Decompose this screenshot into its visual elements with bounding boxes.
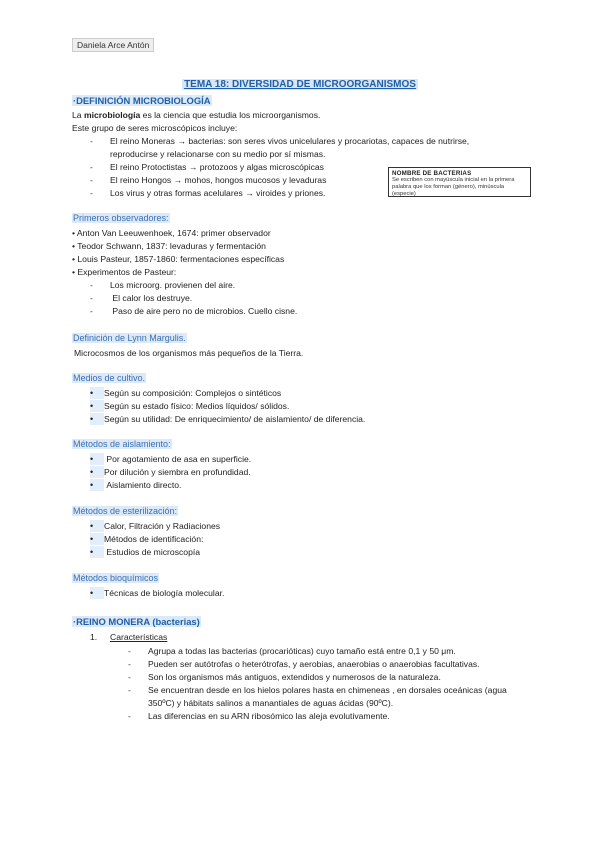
list-item: - Son los organismos más antiguos, extendidos y numerosos de la naturaleza. — [128, 672, 441, 682]
list-item: • Por agotamiento de asa en superficie. — [90, 454, 252, 464]
page-title — [0, 74, 600, 92]
list-item: - El calor los destruye. — [90, 293, 193, 303]
heading-primeros-observadores: Primeros observadores: — [73, 213, 169, 223]
list-item: - Los microorg. provienen del aire. — [90, 280, 236, 290]
list-item: • Estudios de microscopía — [90, 547, 201, 557]
list-item: - El reino Protoctistas → protozoos y algas microscópicas — [90, 162, 324, 172]
list-item-continuation: reproducirse y relacionarse con su medio por sí mismas. — [110, 149, 326, 159]
list-item: • Aislamiento directo. — [90, 480, 182, 490]
list-item: - Las diferencias en su ARN ribosómico las aleja evolutivamente. — [128, 711, 390, 721]
list-item: - El reino Hongos → mohos, hongos mucosos y levaduras — [90, 175, 327, 185]
list-item: • Según su utilidad: De enriquecimiento/ de aislamiento/ de diferencia. — [90, 414, 366, 424]
section-heading-microbiologia: ·DEFINICIÓN MICROBIOLOGÍA — [73, 95, 211, 106]
page-title-text: TEMA 18: DIVERSIDAD DE MICROORGANISMOS — [184, 79, 416, 90]
margulis-definition: Microcosmos de los organismos más pequeños de la Tierra. — [74, 348, 304, 358]
numbered-heading: 1. Características — [90, 632, 168, 642]
list-item: • Técnicas de biología molecular. — [90, 588, 225, 598]
list-item: • Experimentos de Pasteur: — [72, 267, 177, 277]
list-item: - Los virus y otras formas acelulares → viroides y priones. — [90, 188, 326, 198]
list-item: - Se encuentran desde en los hielos polares hasta en chimeneas , en dorsales oceánicas (agua — [128, 685, 507, 695]
heading-metodos-bioquimicos: Métodos bioquímicos — [73, 573, 159, 583]
intro-paragraph-2: Este grupo de seres microscópicos incluye: — [72, 123, 238, 133]
heading-metodos-aislamiento: Métodos de aislamiento: — [73, 439, 171, 449]
list-item-continuation: 350ºC) y hábitats salinos a manantiales de aguas ácidas (90ºC). — [148, 698, 394, 708]
list-item: - Agrupa a todas las bacterias (procarióticas) cuyo tamaño está entre 0,1 y 50 μm. — [128, 646, 456, 656]
list-item: • Anton Van Leeuwenhoek, 1674: primer observador — [72, 228, 271, 238]
list-item: • Louis Pasteur, 1857-1860: fermentaciones específicas — [72, 254, 285, 264]
list-item: • Teodor Schwann, 1837: levaduras y fermentación — [72, 241, 266, 251]
section-heading-reino-monera: ·REINO MONERA (bacterias) — [73, 616, 200, 627]
note-text: Se escriben con mayúscula inicial en la primera palabra que los forman (género), minúscula (especie) — [392, 177, 515, 197]
note-title: NOMBRE DE BACTERIAS — [392, 170, 472, 177]
list-item: - Paso de aire pero no de microbios. Cuello cisne. — [90, 306, 298, 316]
list-item: - Pueden ser autótrofas o heterótrofas, y aerobias, anaerobias o anaerobias facultativas. — [128, 659, 480, 669]
intro-paragraph: La microbiología es la ciencia que estudia los microorganismos. — [72, 110, 321, 120]
list-item: • Según su estado físico: Medios líquidos/ sólidos. — [90, 401, 290, 411]
list-item: • Por dilución y siembra en profundidad. — [90, 467, 251, 477]
list-item: - El reino Moneras → bacterias: son seres vivos unicelulares y procariotas, capaces de nutrirse, — [90, 136, 470, 146]
heading-medios-cultivo: Medios de cultivo. — [73, 373, 146, 383]
list-item: • Calor, Filtración y Radiaciones — [90, 521, 221, 531]
author-label: Daniela Arce Antón — [72, 38, 154, 52]
list-item: • Según su composición: Complejos o sintéticos — [90, 388, 282, 398]
heading-lynn-margulis: Definición de Lynn Margulis. — [73, 333, 186, 343]
bacteria-name-note — [388, 167, 531, 197]
heading-metodos-esterilizacion: Métodos de esterilización: — [73, 506, 178, 516]
list-item: • Métodos de identificación: — [90, 534, 204, 544]
